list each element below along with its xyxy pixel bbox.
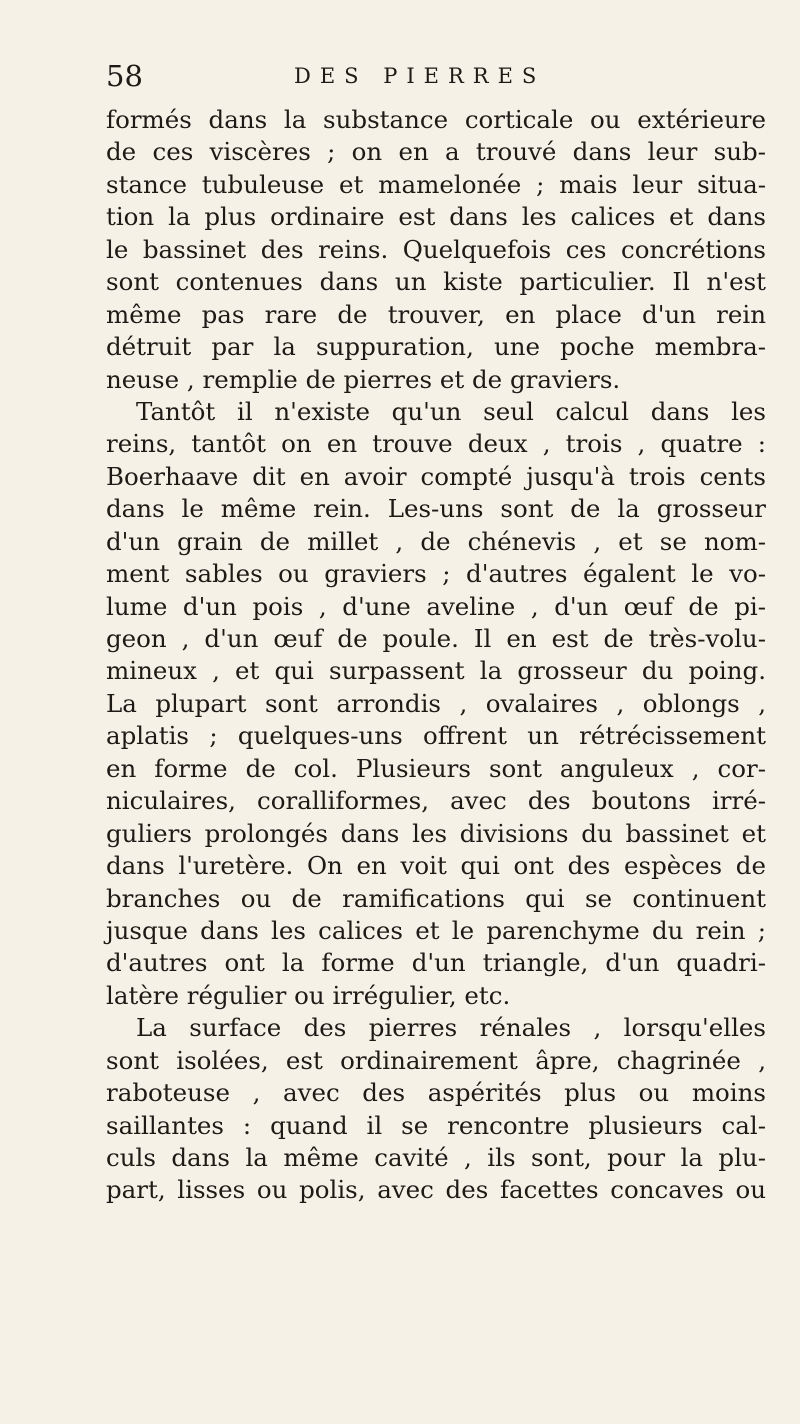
text-line: neuse , remplie de pierres et de graviers. [106,364,621,394]
page-number: 58 [106,59,143,93]
text-line: mineux , et qui surpassent la grosseur du poing. [106,656,766,686]
text-line: guliers prolongés dans les divisions du bassinet et [106,818,766,848]
text-line: Tantôt il n'existe qu'un seul calcul dans les [136,396,766,426]
page-header [106,56,766,96]
text-line: de ces viscères ; on en a trouvé dans leur sub- [106,137,766,167]
text-line: latère régulier ou irrégulier, etc. [106,980,511,1010]
text-line: formés dans la substance corticale ou extérieure [106,105,766,134]
text-line: stance tubuleuse et mamelonée ; mais leur situa- [106,169,766,199]
text-line: La surface des pierres rénales , lorsqu'elles [136,1013,766,1043]
text-line: part, lisses ou polis, avec des facettes concaves ou [106,1175,766,1205]
text-line: culs dans la même cavité , ils sont, pour la plu- [106,1143,766,1172]
text-line: ment sables ou graviers ; d'autres égalent le vo- [106,559,766,589]
text-line: d'autres ont la forme d'un triangle, d'un quadri- [106,948,766,978]
text-line: sont contenues dans un kiste particulier. Il n'est [106,267,766,297]
text-line: niculaires, coralliformes, avec des boutons irré- [106,786,766,816]
text-line: tion la plus ordinaire est dans les calices et dans [106,202,766,232]
text-line: lume d'un pois , d'une aveline , d'un œuf de pi- [106,591,766,621]
text-line: le bassinet des reins. Quelquefois ces concrétions [106,234,766,264]
text-line: aplatis ; quelques-uns offrent un rétrécissement [106,721,766,751]
text-line: détruit par la suppuration, une poche membra- [106,332,766,362]
body-text [106,104,766,1207]
text-line: en forme de col. Plusieurs sont anguleux , cor- [106,753,766,783]
text-line: branches ou de ramifications qui se continuent [106,883,766,913]
text-line: jusque dans les calices et le parenchyme du rein ; [106,915,766,945]
text-line: dans le même rein. Les-uns sont de la grosseur [106,494,766,524]
text-line: d'un grain de millet , de chénevis , et se nom- [106,526,766,556]
text-line: La plupart sont arrondis , ovalaires , oblongs , [106,688,766,718]
running-head: DES PIERRES [294,64,546,88]
text-line: Boerhaave dit en avoir compté jusqu'à trois cents [106,461,766,491]
text-line: saillantes : quand il se rencontre plusieurs cal- [106,1110,766,1140]
text-line: raboteuse , avec des aspérités plus ou moins [106,1078,766,1108]
text-line: dans l'uretère. On en voit qui ont des espèces de [106,851,766,881]
text-line: même pas rare de trouver, en place d'un rein [106,299,766,329]
text-line: sont isolées, est ordinairement âpre, chagrinée , [106,1045,766,1075]
text-line: reins, tantôt on en trouve deux , trois , quatre : [106,429,766,459]
text-line: geon , d'un œuf de poule. Il en est de très-volu- [106,624,766,653]
